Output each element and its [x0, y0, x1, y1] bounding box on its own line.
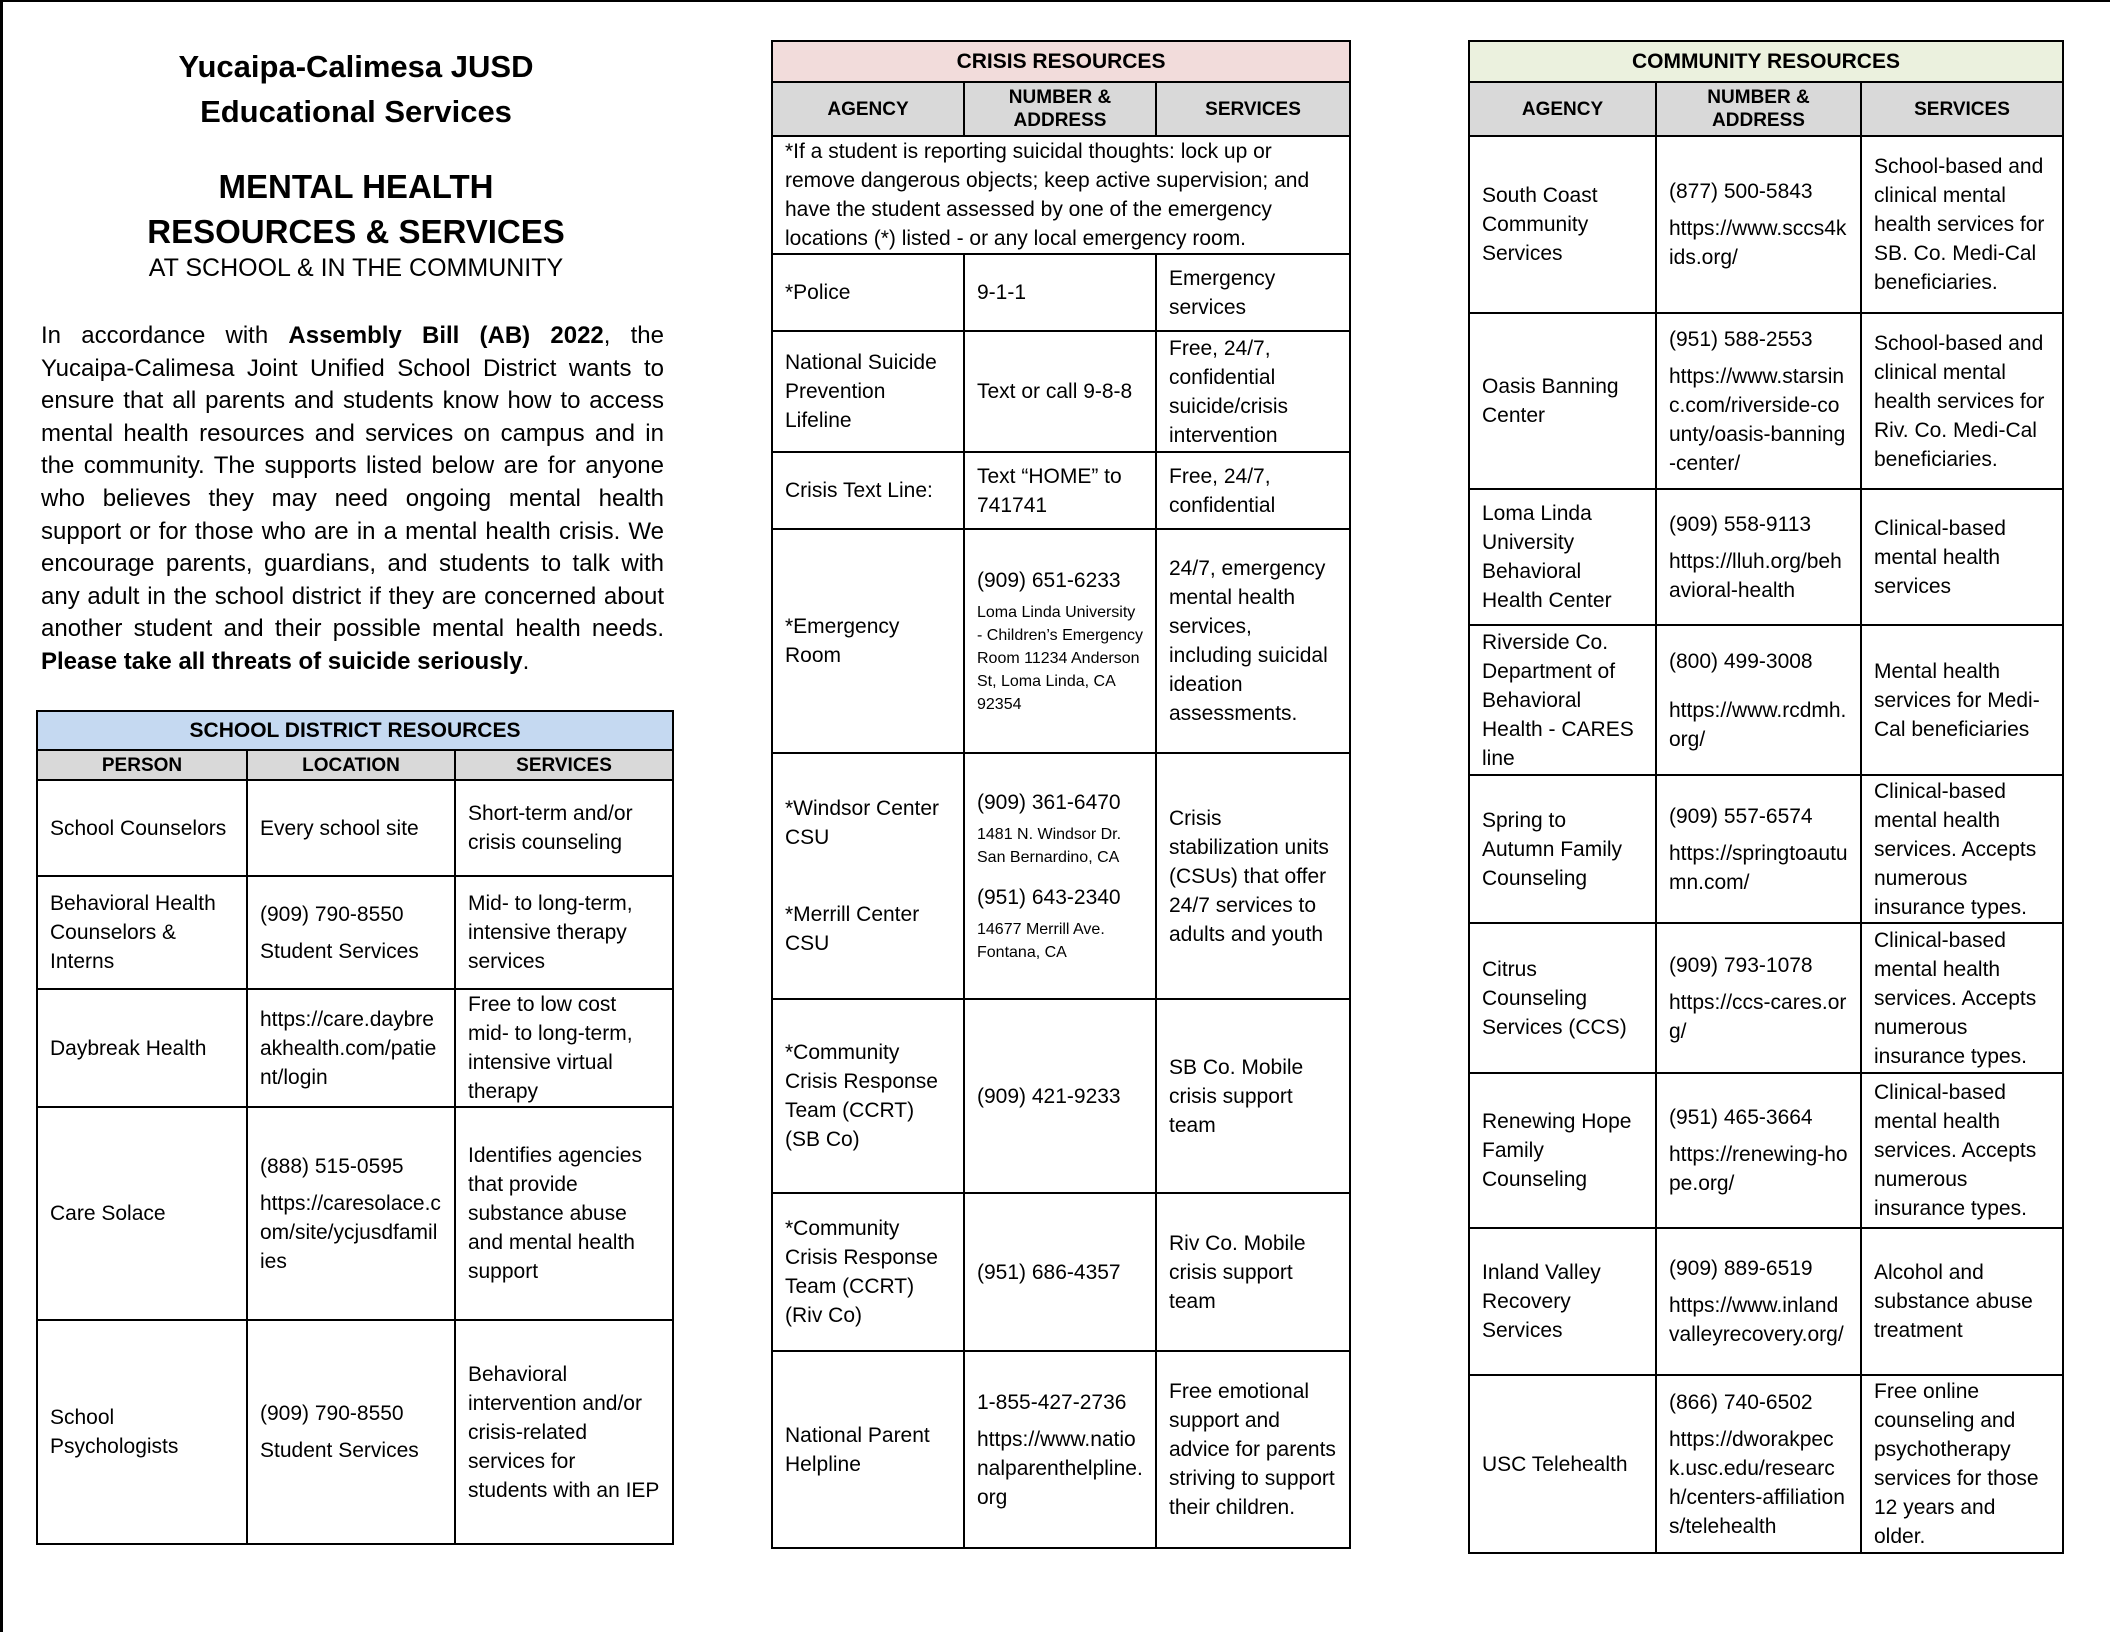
crisis-number[interactable]: Text “HOME” to 741741	[964, 452, 1156, 529]
crisis-services: Emergency services	[1156, 254, 1350, 331]
crisis-services: Free emotional support and advice for parents striving to support their children.	[1156, 1351, 1350, 1548]
crisis-services: 24/7, emergency mental health services, including suicidal ideation assessments.	[1156, 529, 1350, 753]
table-row	[37, 1107, 673, 1320]
crisis-number[interactable]: (909) 421-9233	[964, 999, 1156, 1193]
crisis-agency-cell	[772, 753, 964, 999]
community-number-cell	[1656, 775, 1861, 923]
table-row	[37, 1320, 673, 1544]
intro-text-3: .	[522, 647, 530, 675]
community-services: Clinical-based mental health services. Accepts numerous insurance types.	[1861, 775, 2063, 923]
community-phone[interactable]: (909) 793-1078	[1669, 953, 1813, 977]
school-link[interactable]: https://care.daybreakhealth.com/patient/login	[247, 989, 455, 1107]
community-services: School-based and clinical mental health services for SB. Co. Medi-Cal beneficiaries.	[1861, 136, 2063, 313]
table-row	[772, 452, 1350, 529]
community-number-cell	[1656, 136, 1861, 313]
community-number-cell	[1656, 923, 1861, 1073]
school-location-text: Student Services	[260, 1439, 419, 1462]
crisis-agency-2: *Merrill Center CSU	[785, 903, 920, 955]
crisis-services: Free, 24/7, confidential suicide/crisis intervention	[1156, 331, 1350, 452]
school-location	[247, 1320, 455, 1544]
crisis-number-cell	[964, 753, 1156, 999]
crisis-number[interactable]: 9-1-1	[964, 254, 1156, 331]
school-phone[interactable]: (909) 790-8550	[260, 902, 404, 926]
community-phone[interactable]: (866) 740-6502	[1669, 1390, 1813, 1414]
crisis-address: 1481 N. Windsor Dr. San Bernardino, CA	[977, 826, 1122, 866]
intro-bold-suicide: Please take all threats of suicide seriously	[41, 647, 523, 675]
school-table-caption: SCHOOL DISTRICT RESOURCES	[37, 711, 673, 750]
community-agency: South Coast Community Services	[1469, 136, 1656, 313]
community-phone[interactable]: (800) 499-3008	[1669, 649, 1813, 673]
crisis-agency: *Community Crisis Response Team (CCRT) (Riv Co)	[772, 1193, 964, 1351]
school-location-text: Student Services	[260, 939, 419, 963]
school-person: Behavioral Health Counselors & Interns	[37, 876, 247, 989]
community-link[interactable]: https://renewing-hope.org/	[1669, 1143, 1848, 1195]
table-row	[1469, 923, 2063, 1073]
crisis-services: Riv Co. Mobile crisis support team	[1156, 1193, 1350, 1351]
school-services: Identifies agencies that provide substance abuse and mental health support	[455, 1107, 673, 1320]
crisis-address: Loma Linda University - Children’s Emergency Room 11234 Anderson St, Loma Linda, CA 92354	[977, 604, 1143, 713]
community-phone[interactable]: (877) 500-5843	[1669, 180, 1813, 203]
school-link[interactable]: https://caresolace.com/site/ycjusdfamilies	[260, 1191, 441, 1273]
community-services: Clinical-based mental health services	[1861, 489, 2063, 625]
crisis-header-number: NUMBER & ADDRESS	[964, 82, 1156, 136]
crisis-resources-table	[771, 40, 1351, 1549]
community-header-number: NUMBER & ADDRESS	[1656, 82, 1861, 136]
community-link[interactable]: https://www.rcdmh.org/	[1669, 698, 1847, 751]
community-header-agency: AGENCY	[1469, 82, 1656, 136]
crisis-phone[interactable]: (909) 361-6470	[977, 791, 1121, 814]
page-edge-left	[0, 0, 3, 1632]
crisis-services: SB Co. Mobile crisis support team	[1156, 999, 1350, 1193]
community-link[interactable]: https://dworakpeck.usc.edu/research/centers-affiliations/telehealth	[1669, 1427, 1845, 1538]
community-agency: Loma Linda University Behavioral Health Center	[1469, 489, 1656, 625]
table-row	[1469, 313, 2063, 489]
intro-bold-ab2022: Assembly Bill (AB) 2022	[288, 322, 604, 349]
community-number-cell	[1656, 625, 1861, 775]
crisis-header-agency: AGENCY	[772, 82, 964, 136]
school-header-person: PERSON	[37, 750, 247, 780]
community-table-caption: COMMUNITY RESOURCES	[1469, 41, 2063, 82]
table-row	[37, 989, 673, 1107]
table-row	[772, 529, 1350, 753]
school-services: Free to low cost mid- to long-term, intensive virtual therapy	[455, 989, 673, 1107]
crisis-number-cell	[964, 529, 1156, 753]
table-row	[772, 1351, 1350, 1548]
community-agency: Riverside Co. Department of Behavioral Health - CARES line	[1469, 625, 1656, 775]
community-number-cell	[1656, 489, 1861, 625]
crisis-note: *If a student is reporting suicidal thoughts: lock up or remove dangerous objects; keep active supervision; and have the student assessed by one of the emergency locations (*) listed - or any local emergency room.	[772, 136, 1350, 254]
school-location: Every school site	[247, 780, 455, 876]
crisis-header-services: SERVICES	[1156, 82, 1350, 136]
community-number-cell	[1656, 1375, 1861, 1553]
org-name	[40, 44, 672, 134]
intro-paragraph	[41, 320, 664, 679]
org-line-2: Educational Services	[200, 94, 512, 129]
community-services: Clinical-based mental health services. Accepts numerous insurance types.	[1861, 1073, 2063, 1228]
community-agency: Citrus Counseling Services (CCS)	[1469, 923, 1656, 1073]
table-row	[772, 753, 1350, 999]
school-person: School Counselors	[37, 780, 247, 876]
school-person: School Psychologists	[37, 1320, 247, 1544]
crisis-agency: National Suicide Prevention Lifeline	[772, 331, 964, 452]
title-line-1: MENTAL HEALTH	[218, 168, 494, 205]
page-subtitle: AT SCHOOL & IN THE COMMUNITY	[148, 254, 564, 282]
community-services: Clinical-based mental health services. Accepts numerous insurance types.	[1861, 923, 2063, 1073]
crisis-number[interactable]: (951) 686-4357	[964, 1193, 1156, 1351]
table-row	[1469, 775, 2063, 923]
crisis-address-2: 14677 Merrill Ave. Fontana, CA	[977, 921, 1105, 961]
table-row	[1469, 1073, 2063, 1228]
crisis-services: Crisis stabilization units (CSUs) that offer 24/7 services to adults and youth	[1156, 753, 1350, 999]
crisis-services: Free, 24/7, confidential	[1156, 452, 1350, 529]
table-row	[37, 876, 673, 989]
community-services: Mental health services for Medi-Cal beneficiaries	[1861, 625, 2063, 775]
community-phone[interactable]: (951) 588-2553	[1669, 327, 1813, 351]
community-phone[interactable]: (909) 558-9113	[1669, 512, 1812, 536]
community-services: School-based and clinical mental health services for Riv. Co. Medi-Cal beneficiaries.	[1861, 313, 2063, 489]
community-phone[interactable]: (951) 465-3664	[1669, 1106, 1813, 1129]
school-location	[247, 1107, 455, 1320]
crisis-number[interactable]: Text or call 9-8-8	[964, 331, 1156, 452]
school-services: Short-term and/or crisis counseling	[455, 780, 673, 876]
community-resources-table	[1468, 40, 2064, 1554]
crisis-phone-2[interactable]: (951) 643-2340	[977, 886, 1121, 909]
community-agency: Renewing Hope Family Counseling	[1469, 1073, 1656, 1228]
title-line-2: RESOURCES & SERVICES	[147, 213, 565, 250]
school-services: Behavioral intervention and/or crisis-related services for students with an IEP	[455, 1320, 673, 1544]
community-agency: USC Telehealth	[1469, 1375, 1656, 1553]
community-link[interactable]: https://ccs-cares.org/	[1669, 990, 1847, 1043]
community-link[interactable]: https://www.inlandvalleyrecovery.org/	[1669, 1294, 1844, 1346]
school-person: Daybreak Health	[37, 989, 247, 1107]
community-phone[interactable]: (909) 889-6519	[1669, 1257, 1813, 1280]
school-header-location: LOCATION	[247, 750, 455, 780]
table-row	[1469, 489, 2063, 625]
page-title	[40, 164, 672, 254]
table-row	[1469, 1375, 2063, 1553]
table-row	[772, 999, 1350, 1193]
school-services: Mid- to long-term, intensive therapy services	[455, 876, 673, 989]
table-row	[772, 1193, 1350, 1351]
table-row	[1469, 136, 2063, 313]
crisis-agency: Crisis Text Line:	[772, 452, 964, 529]
crisis-phone[interactable]: (909) 651-6233	[977, 569, 1121, 592]
crisis-phone[interactable]: 1-855-427-2736	[977, 1390, 1127, 1414]
intro-text-1: In accordance with	[41, 322, 289, 349]
community-number-cell	[1656, 1073, 1861, 1228]
community-link[interactable]: https://www.sccs4kids.org/	[1669, 217, 1847, 269]
crisis-number-cell	[964, 1351, 1156, 1548]
table-row	[1469, 1228, 2063, 1375]
table-row	[772, 254, 1350, 331]
crisis-agency: *Windsor Center CSU	[785, 797, 940, 849]
school-person: Care Solace	[37, 1107, 247, 1320]
school-location	[247, 876, 455, 989]
crisis-agency: *Community Crisis Response Team (CCRT) (SB Co)	[772, 999, 964, 1193]
school-phone[interactable]: (888) 515-0595	[260, 1154, 404, 1178]
community-agency: Inland Valley Recovery Services	[1469, 1228, 1656, 1375]
crisis-agency: *Emergency Room	[772, 529, 964, 753]
community-services: Free online counseling and psychotherapy services for those 12 years and older.	[1861, 1375, 2063, 1553]
crisis-link[interactable]: https://www.nationalparenthelpline.org	[977, 1427, 1143, 1509]
school-phone[interactable]: (909) 790-8550	[260, 1402, 404, 1425]
intro-text-2: , the Yucaipa-Calimesa Joint Unified School District wants to ensure that all parents and students know how to access mental health resources and services on campus and in the community. The supports listed below are for anyone who believes they may need ongoing mental health support or for those who are in a mental health crisis. We encourage parents, guardians, and students to talk with any adult in the school district if they are concerned about another student and their possible mental health needs.	[41, 322, 664, 643]
community-agency: Oasis Banning Center	[1469, 313, 1656, 489]
community-agency: Spring to Autumn Family Counseling	[1469, 775, 1656, 923]
community-phone[interactable]: (909) 557-6574	[1669, 804, 1813, 828]
school-header-services: SERVICES	[455, 750, 673, 780]
community-number-cell	[1656, 313, 1861, 489]
page-edge-top	[0, 0, 2110, 2]
community-header-services: SERVICES	[1861, 82, 2063, 136]
crisis-agency: *Police	[772, 254, 964, 331]
community-number-cell	[1656, 1228, 1861, 1375]
community-link[interactable]: https://lluh.org/behavioral-health	[1669, 549, 1842, 602]
community-link[interactable]: https://springtoautumn.com/	[1669, 841, 1848, 894]
table-row	[772, 331, 1350, 452]
crisis-table-caption: CRISIS RESOURCES	[772, 41, 1350, 82]
community-services: Alcohol and substance abuse treatment	[1861, 1228, 2063, 1375]
crisis-agency: National Parent Helpline	[772, 1351, 964, 1548]
table-row	[37, 780, 673, 876]
org-line-1: Yucaipa-Calimesa JUSD	[178, 49, 534, 84]
community-link[interactable]: https://www.starsinc.com/riverside-county/oasis-banning-center/	[1669, 364, 1846, 475]
school-district-table	[36, 710, 674, 1545]
table-row	[1469, 625, 2063, 775]
